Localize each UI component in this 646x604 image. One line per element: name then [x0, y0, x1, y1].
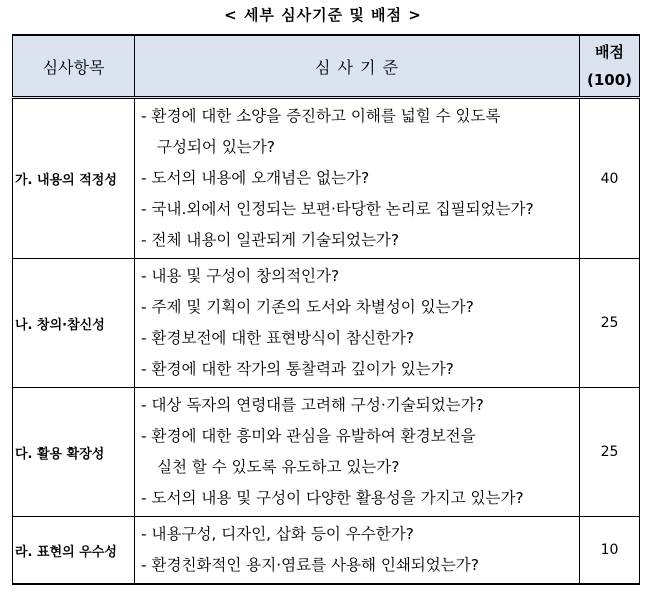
row-category: 가. 내용의 적정성	[13, 98, 135, 259]
row-category: 다. 활용 확장성	[13, 388, 135, 517]
row-category: 나. 창의·참신성	[13, 259, 135, 388]
table-header-row	[13, 35, 640, 98]
criterion-line: - 환경보전에 대한 표현방식이 참신한가?	[141, 329, 415, 347]
criterion-line: - 전체 내용이 일관되게 기술되었는가?	[141, 231, 400, 249]
row-score: 40	[580, 98, 640, 259]
row-criteria	[135, 517, 580, 585]
table-row	[13, 259, 640, 388]
criterion-line: - 내용구성, 디자인, 삽화 등이 우수한가?	[141, 525, 414, 543]
table-row	[13, 517, 640, 585]
criterion-line: - 국내.외에서 인정되는 보편·타당한 논리로 집필되었는가?	[141, 200, 534, 218]
page-title: < 세부 심사기준 및 배점 >	[224, 6, 422, 24]
header-category: 심사항목	[13, 35, 135, 98]
header-criteria: 심 사 기 준	[135, 35, 580, 98]
table-row	[13, 388, 640, 517]
header-score	[580, 35, 640, 98]
criterion-line: - 주제 및 기획이 기존의 도서와 차별성이 있는가?	[141, 298, 474, 316]
table-row	[13, 98, 640, 259]
criterion-line: - 환경에 대한 소양을 증진하고 이해를 넓힐 수 있도록	[141, 107, 501, 125]
row-criteria	[135, 98, 580, 259]
row-criteria	[135, 388, 580, 517]
criterion-line: - 환경에 대한 작가의 통찰력과 깊이가 있는가?	[141, 360, 454, 378]
row-criteria	[135, 259, 580, 388]
header-score-label: 배점	[595, 43, 624, 61]
row-score: 25	[580, 388, 640, 517]
criteria-table	[12, 34, 640, 585]
criterion-line: - 환경에 대한 흥미와 관심을 유발하여 환경보전을	[141, 427, 476, 445]
criterion-line: 실천 할 수 있도록 유도하고 있는가?	[157, 458, 400, 476]
header-score-total: (100)	[586, 71, 633, 89]
criterion-line: - 환경친화적인 용지·염료를 사용해 인쇄되었는가?	[141, 556, 479, 574]
row-score: 25	[580, 259, 640, 388]
criterion-line: - 도서의 내용 및 구성이 다양한 활용성을 가지고 있는가?	[141, 489, 524, 507]
criterion-line: 구성되어 있는가?	[157, 138, 275, 156]
row-category: 라. 표현의 우수성	[13, 517, 135, 585]
criterion-line: - 내용 및 구성이 창의적인가?	[141, 267, 340, 285]
criterion-line: - 도서의 내용에 오개념은 없는가?	[141, 169, 370, 187]
criterion-line: - 대상 독자의 연령대를 고려해 구성·기술되었는가?	[141, 396, 484, 414]
row-score: 10	[580, 517, 640, 585]
